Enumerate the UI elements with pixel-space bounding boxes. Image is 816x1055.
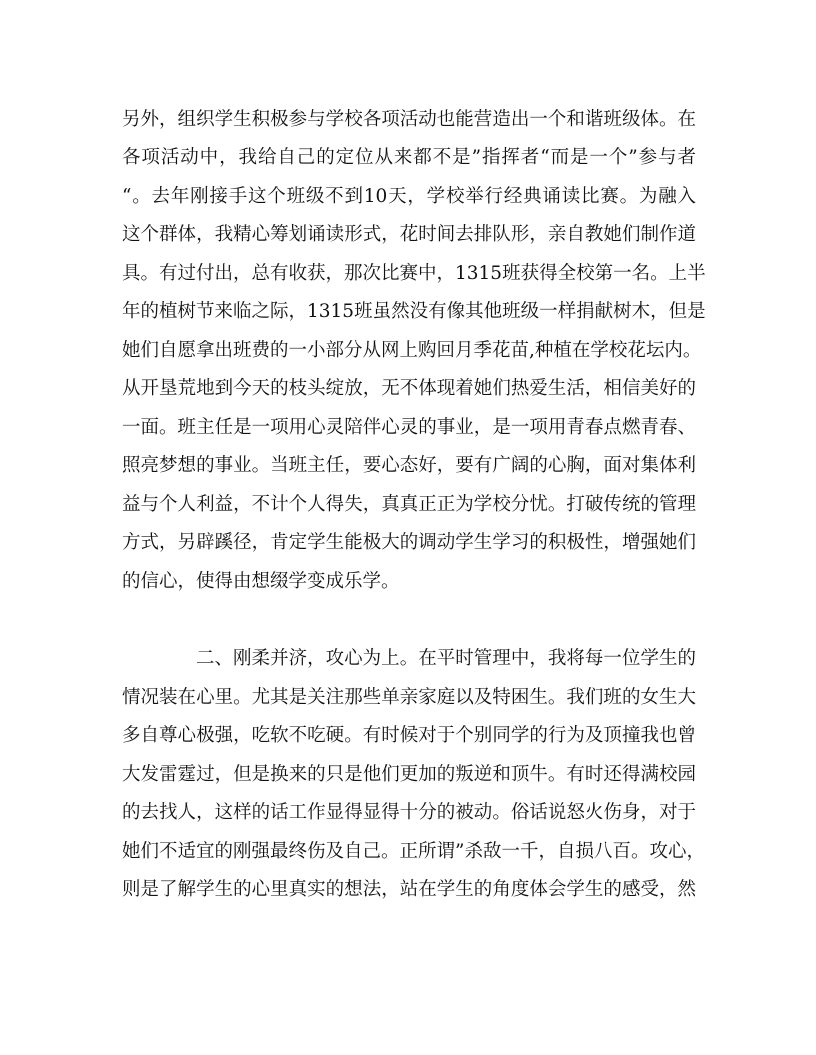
text-line-15: 情况装在心里。尤其是关注那些单亲家庭以及特困生。我们班的女生大 xyxy=(122,687,696,708)
text-line-12: 方式，另辟蹊径，肯定学生能极大的调动学生学习的积极性，增强她们 xyxy=(122,532,696,553)
text-line-18: 的去找人，这样的话工作显得显得十分的被动。俗话说怒火伤身，对于 xyxy=(122,802,696,823)
text-line-9: 一面。班主任是一项用心灵陪伴心灵的事业，是一项用青春点燃青春、 xyxy=(122,417,696,438)
text-line-1: 另外，组织学生积极参与学校各项活动也能营造出一个和谐班级体。在 xyxy=(122,109,696,130)
text-line-17: 大发雷霆过，但是换来的只是他们更加的叛逆和顶牛。有时还得满校园 xyxy=(122,764,696,785)
text-line-16: 多自尊心极强，吃软不吃硬。有时候对于个别同学的行为及顶撞我也曾 xyxy=(122,725,696,746)
text-line-7: 她们自愿拿出班费的一小部分从网上购回月季花苗,种植在学校花坛内。 xyxy=(122,340,702,361)
text-line-3: “。去年刚接手这个班级不到10天，学校举行经典诵读比赛。为融入 xyxy=(122,186,696,207)
text-line-20: 则是了解学生的心里真实的想法，站在学生的角度体会学生的感受，然 xyxy=(122,879,696,900)
text-line-4: 这个群体，我精心筹划诵读形式，花时间去排队形，亲自教她们制作道 xyxy=(122,224,696,245)
text-line-11: 益与个人利益，不计个人得失，真真正正为学校分忧。打破传统的管理 xyxy=(122,494,696,515)
text-line-10: 照亮梦想的事业。当班主任，要心态好，要有广阔的心胸，面对集体利 xyxy=(122,455,696,476)
text-line-8: 从开垦荒地到今天的枝头绽放，无不体现着她们热爱生活，相信美好的 xyxy=(122,378,696,399)
text-line-6: 年的植树节来临之际，1315班虽然没有像其他班级一样捐献树木，但是 xyxy=(122,301,706,322)
text-line-2: 各项活动中，我给自己的定位从来都不是”指挥者“而是一个”参与者 xyxy=(122,147,696,168)
text-line-13: 的信心，使得由想缀学变成乐学。 xyxy=(122,571,400,592)
text-line-5: 具。有过付出，总有收获，那次比赛中，1315班获得全校第一名。上半 xyxy=(122,263,706,284)
text-line-14: 二、刚柔并济，攻心为上。在平时管理中，我将每一位学生的 xyxy=(196,648,696,669)
text-line-19: 她们不适宜的刚强最终伤及自己。正所谓”杀敌一千，自损八百。攻心， xyxy=(122,841,705,862)
